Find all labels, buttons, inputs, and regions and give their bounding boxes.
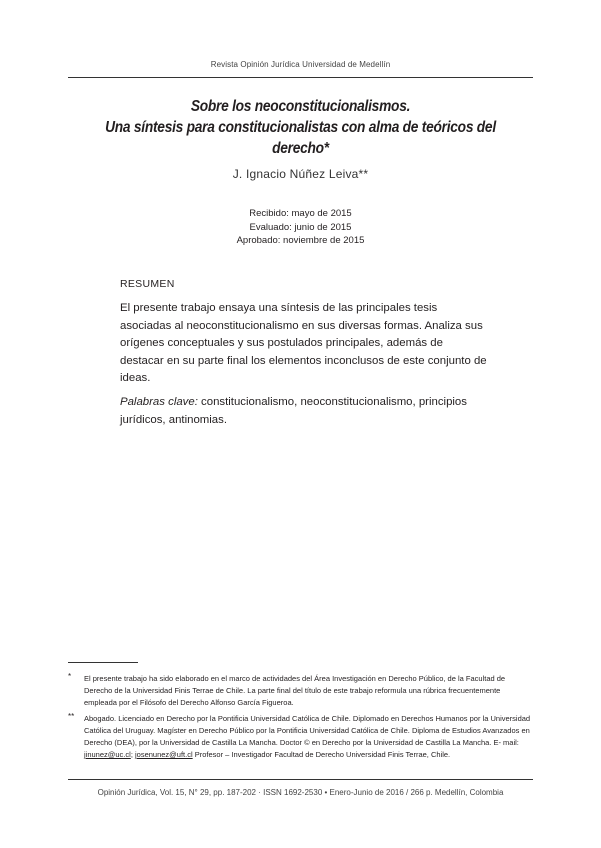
abstract-body: El presente trabajo ensaya una síntesis de las principales tesis asociadas al neoconstitucionalismo en sus diversas formas. Analiza sus orígenes conceptuales y sus postulados principales, además de destacar en su parte final los elementos inconclusos de este conjunto de ideas. — [120, 302, 487, 385]
footnote-1-mark: * — [68, 672, 72, 681]
keywords — [120, 394, 487, 429]
footer-divider — [68, 779, 533, 780]
footnote-2-mark: ** — [68, 712, 75, 721]
author-name: J. Ignacio Núñez Leiva** — [232, 167, 369, 181]
email-separator: ; — [130, 750, 135, 759]
header-divider — [68, 77, 533, 78]
running-footer: Opinión Jurídica, Vol. 15, N° 29, pp. 187-202 · ISSN 1692-2530 • Enero-Junio de 2016 / 266 p. Medellín, Colombia — [97, 788, 504, 797]
evaluated-date: Evaluado: junio de 2015 — [249, 221, 352, 233]
title-line-2: Una síntesis para constitucionalistas con alma de teóricos del derecho* — [105, 119, 496, 157]
title-line-1: Sobre los neoconstitucionalismos. — [190, 98, 411, 115]
footnote-1 — [68, 672, 534, 709]
received-date: Recibido: mayo de 2015 — [249, 208, 352, 219]
email-link-2[interactable]: josenunez@uft.cl — [134, 750, 193, 759]
email-link-1[interactable]: jinunez@uc.cl — [84, 750, 131, 759]
running-header: Revista Opinión Jurídica Universidad de Medellín — [210, 60, 391, 69]
footnote-2 — [68, 712, 534, 761]
article-title — [76, 96, 524, 159]
footnote-2-tail: Profesor – Investigador Facultad de Derecho Universidad Finis Terrae, Chile. — [192, 750, 451, 759]
keywords-label: Palabras clave: — [120, 396, 198, 408]
keywords-list: constitucionalismo, neoconstitucionalismo, principios jurídicos, antinomias. — [120, 396, 467, 426]
abstract-heading: RESUMEN — [120, 278, 175, 290]
footnote-divider — [68, 662, 138, 663]
approved-date: Aprobado: noviembre de 2015 — [236, 235, 365, 246]
article-dates — [0, 207, 601, 248]
footnote-1-text: El presente trabajo ha sido elaborado en el marco de actividades del Área Investigación en Derecho Público, de la Facultad de Derecho de la Universidad Finis Terrae de Chile. La parte final del título de este trabajo reformula una rúbrica frecuentemente empleada por el Filósofo del Derecho Alfonso García Figueroa. — [84, 674, 506, 707]
footnote-2-text: Abogado. Licenciado en Derecho por la Pontificia Universidad Católica de Chile. Diplomado en Derechos Humanos por la Universidad Católica del Uruguay. Magíster en Derecho Público por la Pontificia Universidad Católica de Chile. Diploma de Estudios Avanzados en Derecho (DEA), por la Universidad de Castilla La Mancha. Doctor © en Derecho por la Universidad de Castilla La Mancha. E- mail: — [84, 714, 531, 747]
